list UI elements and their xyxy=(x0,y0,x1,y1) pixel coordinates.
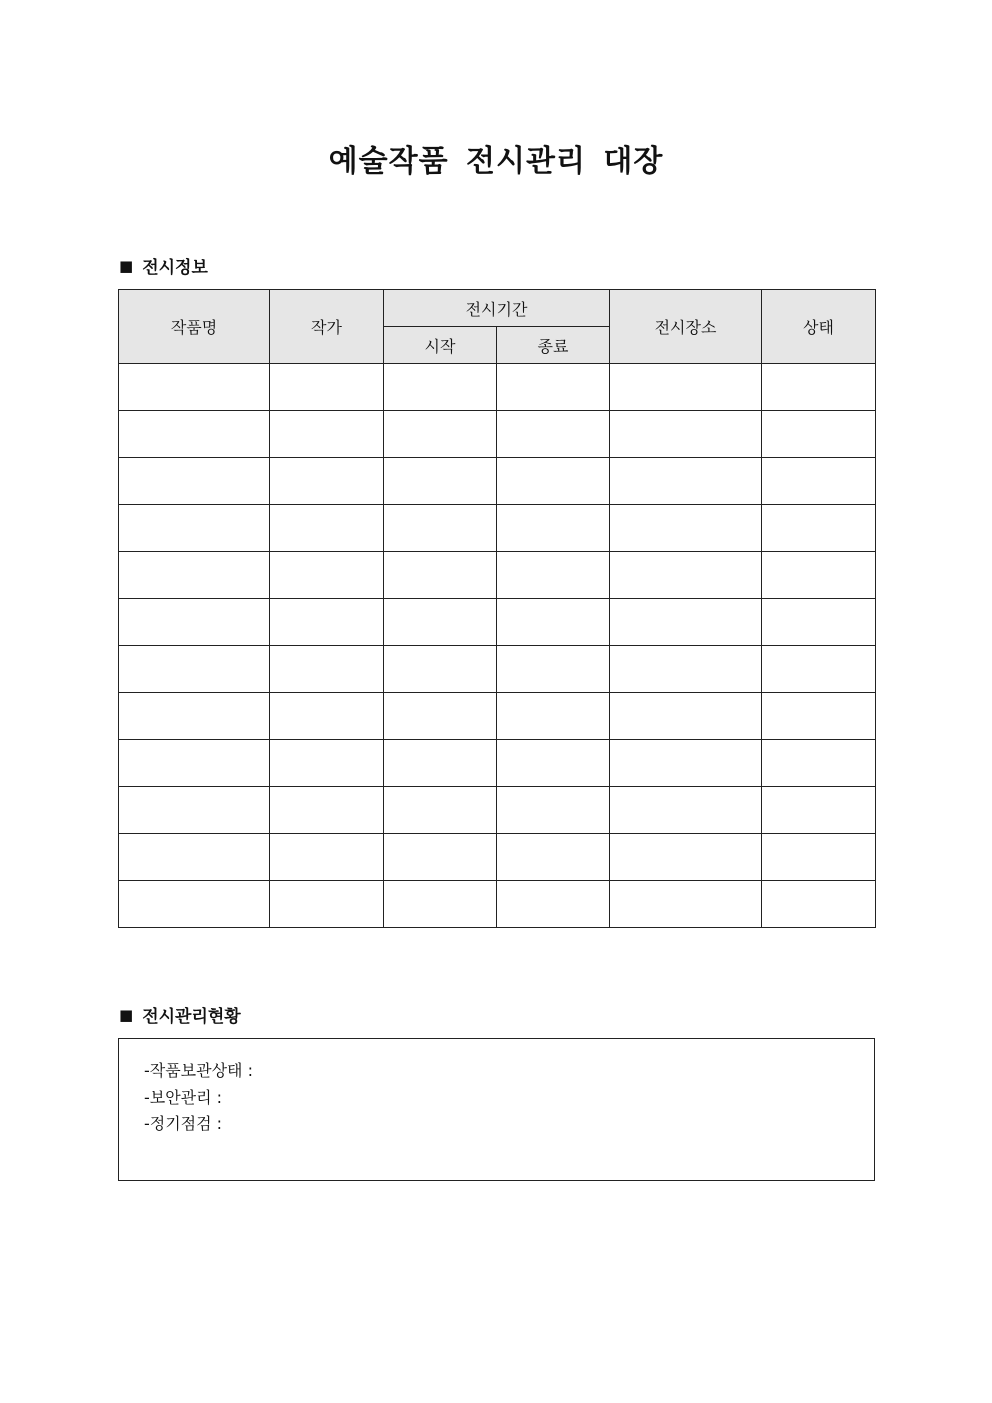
cell-period-start[interactable] xyxy=(384,599,497,646)
cell-location[interactable] xyxy=(610,787,762,834)
cell-artwork-name[interactable] xyxy=(119,364,270,411)
cell-artwork-name[interactable] xyxy=(119,599,270,646)
cell-artist[interactable] xyxy=(270,646,384,693)
cell-artist[interactable] xyxy=(270,599,384,646)
cell-period-start[interactable] xyxy=(384,834,497,881)
cell-artwork-name[interactable] xyxy=(119,834,270,881)
cell-location[interactable] xyxy=(610,411,762,458)
document-title: 예술작품 전시관리 대장 xyxy=(328,144,664,179)
cell-status[interactable] xyxy=(762,505,876,552)
section-heading-label: 전시관리현황 xyxy=(142,1007,241,1027)
cell-status[interactable] xyxy=(762,646,876,693)
cell-location[interactable] xyxy=(610,364,762,411)
cell-period-start[interactable] xyxy=(384,740,497,787)
section-heading-label: 전시정보 xyxy=(142,258,208,278)
section-heading-exhibit-info xyxy=(119,253,208,278)
cell-period-end[interactable] xyxy=(497,364,610,411)
cell-status[interactable] xyxy=(762,693,876,740)
cell-period-end[interactable] xyxy=(497,881,610,928)
cell-status[interactable] xyxy=(762,552,876,599)
header-period-end: 종료 xyxy=(497,327,610,364)
cell-period-start[interactable] xyxy=(384,552,497,599)
exhibit-table-body xyxy=(119,364,876,928)
cell-artwork-name[interactable] xyxy=(119,411,270,458)
cell-artwork-name[interactable] xyxy=(119,458,270,505)
header-artist: 작가 xyxy=(270,290,384,364)
cell-period-start[interactable] xyxy=(384,411,497,458)
cell-location[interactable] xyxy=(610,552,762,599)
exhibit-info-table xyxy=(118,289,876,928)
header-status: 상태 xyxy=(762,290,876,364)
cell-status[interactable] xyxy=(762,599,876,646)
cell-period-start[interactable] xyxy=(384,787,497,834)
cell-location[interactable] xyxy=(610,693,762,740)
cell-artwork-name[interactable] xyxy=(119,552,270,599)
cell-artwork-name[interactable] xyxy=(119,787,270,834)
management-status-list xyxy=(119,1039,874,1138)
cell-artist[interactable] xyxy=(270,787,384,834)
cell-artist[interactable] xyxy=(270,505,384,552)
cell-status[interactable] xyxy=(762,740,876,787)
cell-artist[interactable] xyxy=(270,552,384,599)
cell-period-end[interactable] xyxy=(497,740,610,787)
cell-status[interactable] xyxy=(762,364,876,411)
cell-artist[interactable] xyxy=(270,411,384,458)
cell-artist[interactable] xyxy=(270,834,384,881)
square-bullet-icon: ■ xyxy=(119,256,134,275)
table-row xyxy=(119,552,876,599)
cell-location[interactable] xyxy=(610,505,762,552)
cell-period-end[interactable] xyxy=(497,646,610,693)
table-row xyxy=(119,740,876,787)
cell-location[interactable] xyxy=(610,740,762,787)
table-row xyxy=(119,458,876,505)
cell-status[interactable] xyxy=(762,834,876,881)
cell-period-end[interactable] xyxy=(497,505,610,552)
cell-status[interactable] xyxy=(762,787,876,834)
management-status-box xyxy=(118,1038,875,1181)
table-row xyxy=(119,505,876,552)
square-bullet-icon: ■ xyxy=(119,1005,134,1024)
status-item-storage-condition: -작품보관상태 : xyxy=(144,1061,253,1080)
cell-artwork-name[interactable] xyxy=(119,740,270,787)
table-row xyxy=(119,411,876,458)
cell-artwork-name[interactable] xyxy=(119,881,270,928)
cell-location[interactable] xyxy=(610,881,762,928)
cell-period-end[interactable] xyxy=(497,787,610,834)
status-item-regular-inspection: -정기점검 : xyxy=(144,1114,223,1133)
table-row xyxy=(119,646,876,693)
cell-period-end[interactable] xyxy=(497,693,610,740)
table-row xyxy=(119,364,876,411)
cell-period-start[interactable] xyxy=(384,505,497,552)
cell-status[interactable] xyxy=(762,458,876,505)
cell-period-end[interactable] xyxy=(497,552,610,599)
table-row xyxy=(119,787,876,834)
header-exhibit-location: 전시장소 xyxy=(610,290,762,364)
cell-period-end[interactable] xyxy=(497,411,610,458)
cell-status[interactable] xyxy=(762,881,876,928)
cell-period-start[interactable] xyxy=(384,881,497,928)
cell-artist[interactable] xyxy=(270,740,384,787)
section-heading-management-status xyxy=(119,1002,241,1027)
cell-period-start[interactable] xyxy=(384,458,497,505)
cell-period-start[interactable] xyxy=(384,693,497,740)
cell-artwork-name[interactable] xyxy=(119,646,270,693)
table-row xyxy=(119,693,876,740)
cell-location[interactable] xyxy=(610,646,762,693)
cell-period-end[interactable] xyxy=(497,834,610,881)
cell-artist[interactable] xyxy=(270,881,384,928)
cell-period-end[interactable] xyxy=(497,458,610,505)
cell-location[interactable] xyxy=(610,599,762,646)
cell-artist[interactable] xyxy=(270,693,384,740)
header-exhibit-period: 전시기간 xyxy=(384,290,610,327)
cell-artwork-name[interactable] xyxy=(119,505,270,552)
cell-location[interactable] xyxy=(610,458,762,505)
cell-period-start[interactable] xyxy=(384,364,497,411)
header-artwork-name: 작품명 xyxy=(119,290,270,364)
cell-period-start[interactable] xyxy=(384,646,497,693)
table-row xyxy=(119,599,876,646)
cell-period-end[interactable] xyxy=(497,599,610,646)
cell-artwork-name[interactable] xyxy=(119,693,270,740)
header-period-start: 시작 xyxy=(384,327,497,364)
table-row xyxy=(119,881,876,928)
cell-artist[interactable] xyxy=(270,458,384,505)
status-item-security: -보안관리 : xyxy=(144,1087,223,1107)
cell-location[interactable] xyxy=(610,834,762,881)
table-row xyxy=(119,834,876,881)
cell-artist[interactable] xyxy=(270,364,384,411)
cell-status[interactable] xyxy=(762,411,876,458)
